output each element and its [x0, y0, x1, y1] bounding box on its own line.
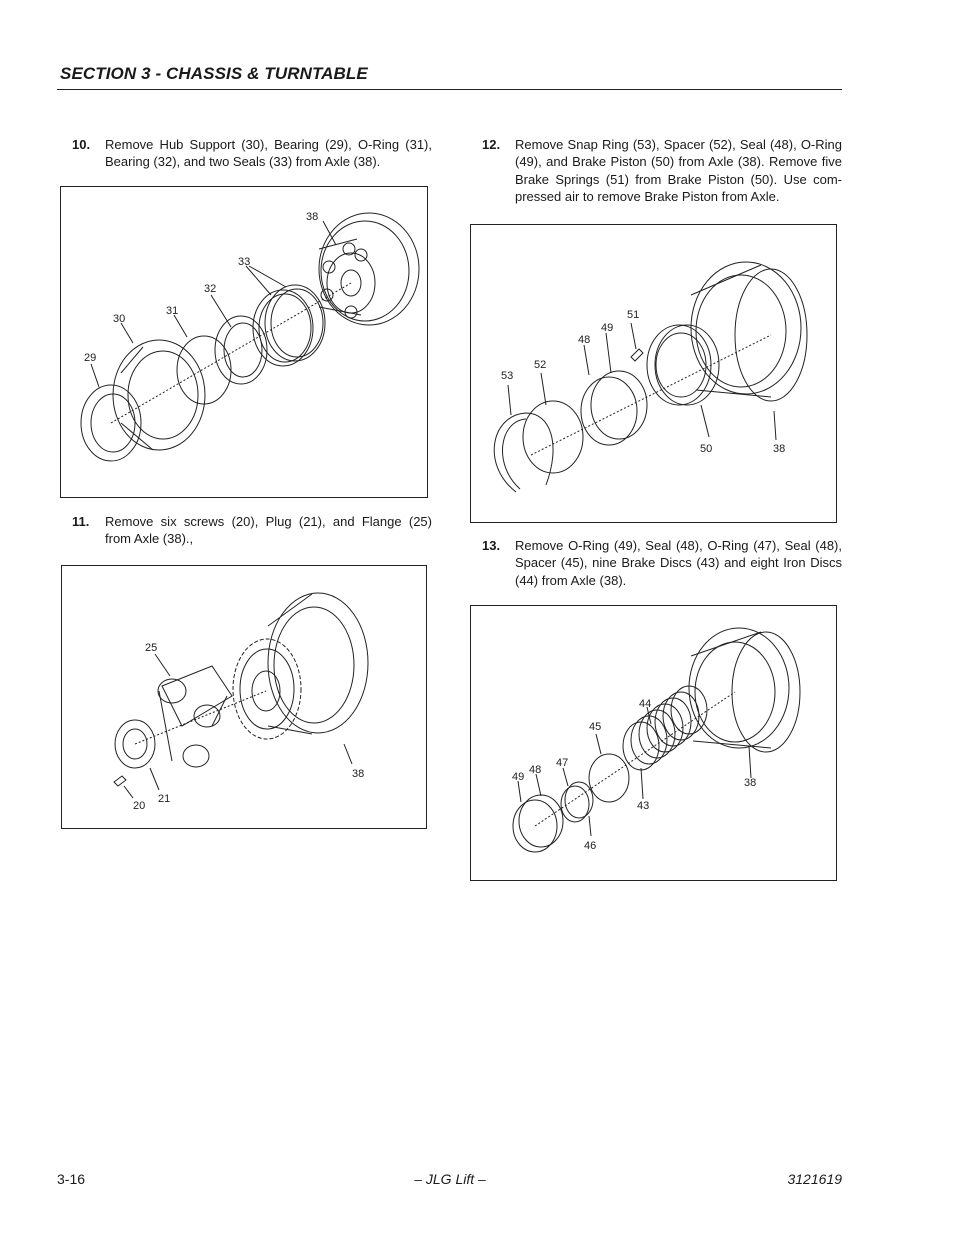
step-11: [72, 513, 432, 553]
section-title: SECTION 3 - CHASSIS & TURNTABLE: [60, 64, 368, 83]
step-13: [482, 537, 842, 593]
figure-flange-drawing: [62, 566, 428, 830]
figure-hub-support: [60, 186, 428, 498]
step-10: [72, 136, 432, 176]
callout-30: 30: [113, 313, 126, 325]
callout-46: 46: [584, 840, 597, 852]
callout-50: 50: [700, 443, 713, 455]
callout-45: 45: [589, 721, 602, 733]
figure-hub-support-drawing: [61, 187, 429, 499]
header-rule: [57, 89, 842, 90]
step-number: 12.: [482, 137, 501, 152]
figure-flange: [61, 565, 427, 829]
figure-brake-piston: [470, 224, 837, 523]
step-text: Remove six screws (20), Plug (21), and Flange (25) from Axle (38).,: [105, 514, 432, 547]
callout-47: 47: [556, 757, 569, 769]
step-number: 11.: [72, 514, 90, 529]
callout-29: 29: [84, 352, 97, 364]
callout-33: 33: [238, 256, 251, 268]
doc-number: 3121619: [787, 1171, 842, 1187]
step-text: Remove O-Ring (49), Seal (48), O-Ring (47), Seal (48), Spacer (45), nine Brake Discs (43) and eight Iron Discs (44) from Axle (38).: [515, 538, 842, 588]
callout-49: 49: [512, 771, 525, 783]
callout-49: 49: [601, 322, 614, 334]
step-text: Remove Snap Ring (53), Spacer (52), Seal (48), O-Ring (49), and Brake Piston (50) from Axle (38). Remove five Brake Springs (51) from Brake Piston (50). Use com-pressed air to remove Brake Piston from Axle.: [515, 137, 842, 205]
callout-38: 38: [744, 777, 757, 789]
figure-brake-piston-drawing: [471, 225, 838, 524]
callout-48: 48: [578, 334, 591, 346]
figure-brake-discs: [470, 605, 837, 881]
page-number: 3-16: [57, 1171, 86, 1187]
figure-brake-discs-drawing: [471, 606, 838, 882]
step-text: Remove Hub Support (30), Bearing (29), O-Ring (31), Bearing (32), and two Seals (33) from Axle (38).: [105, 137, 432, 170]
callout-21: 21: [158, 793, 171, 805]
step-number: 13.: [482, 538, 501, 553]
callout-25: 25: [145, 642, 158, 654]
callout-38: 38: [306, 211, 319, 223]
callout-31: 31: [166, 305, 179, 317]
callout-20: 20: [133, 800, 146, 812]
callout-38: 38: [352, 768, 365, 780]
step-number: 10.: [72, 137, 91, 152]
callout-52: 52: [534, 359, 547, 371]
callout-38: 38: [773, 443, 786, 455]
callout-32: 32: [204, 283, 217, 295]
callout-43: 43: [637, 800, 650, 812]
callout-53: 53: [501, 370, 514, 382]
step-12: [482, 136, 842, 208]
callout-51: 51: [627, 309, 640, 321]
footer-center: – JLG Lift –: [414, 1171, 486, 1187]
callout-44: 44: [639, 698, 652, 710]
callout-48: 48: [529, 764, 542, 776]
